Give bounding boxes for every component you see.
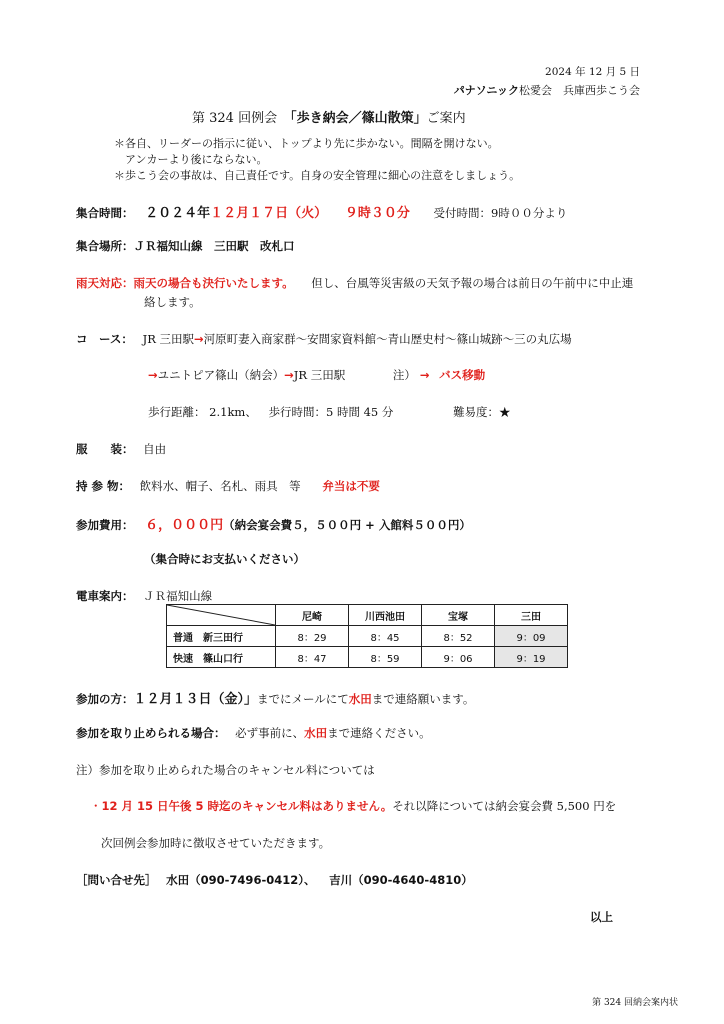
fee-row <box>76 514 471 533</box>
belongings-row <box>76 478 380 494</box>
fee-label: 参加費用： <box>76 518 134 532</box>
cancel-row <box>76 725 431 741</box>
contact-person-2: 吉川（090-4640-4810） <box>329 873 473 887</box>
closing: 以上 <box>590 910 613 924</box>
arrow-icon: → <box>194 332 204 346</box>
apply-contact-name: 水田 <box>348 692 372 706</box>
rain-row <box>76 275 633 291</box>
train-name: 快速 篠山口行 <box>167 647 276 668</box>
apply-text-b: まで連絡願います。 <box>371 692 475 706</box>
cancel-contact-name: 水田 <box>304 726 328 740</box>
bullet: ・ <box>90 799 102 813</box>
apply-label: 参加の方： <box>76 692 134 706</box>
rain-label: 雨天対応： <box>76 276 134 290</box>
apply-row <box>76 688 474 707</box>
train-line: ＪＲ福知山線 <box>143 589 213 603</box>
cancel-fee-line-2: 次回例会参加時に徴収させていただきます。 <box>101 836 331 850</box>
clothing-label: 服 装： <box>76 442 134 456</box>
rain-text-1: 但し、台風等災害級の天気予報の場合は前日の午前中に中止連 <box>311 276 634 290</box>
station-header: 三田 <box>495 605 568 626</box>
title-main: 「歩き納会／篠山散策」 <box>290 111 427 126</box>
apply-deadline: １２月１３日（金）」 <box>133 692 258 707</box>
course-note-label: 注） <box>392 368 416 382</box>
train-label: 電車案内： <box>76 589 134 603</box>
page-title <box>192 107 466 126</box>
timetable-row <box>167 647 568 668</box>
arrow-icon: → <box>148 368 158 382</box>
meeting-date: １２月１７日（火） <box>210 206 328 221</box>
course-label: コ ース： <box>76 332 133 346</box>
meeting-place-row <box>76 238 295 254</box>
fee-detail: （納会宴会費５，５００円 + 入館料５００円） <box>223 518 471 532</box>
walking-duration: 歩行時間：5 時間 45 分 <box>268 405 394 419</box>
station-header: 尼崎 <box>276 605 349 626</box>
belongings-label: 持 参 物： <box>76 479 131 493</box>
time-cell: 9：06 <box>422 647 495 668</box>
organization-name <box>454 82 640 98</box>
station-header: 宝塚 <box>422 605 495 626</box>
note-line-2: アンカーより後にならない。 <box>125 153 268 166</box>
belongings-value: 飲料水、帽子、名札、雨具 等 <box>139 479 301 493</box>
arrow-icon: → <box>419 368 430 382</box>
rain-text-2: 絡します。 <box>144 295 201 309</box>
contact-row <box>76 872 473 888</box>
apply-text-a: までにメールにて <box>257 692 349 706</box>
station-header: 川西池田 <box>349 605 422 626</box>
timetable-row <box>167 626 568 647</box>
course-row-2 <box>148 367 485 383</box>
walking-distance: 歩行距離： 2.1km、 <box>148 405 257 419</box>
time-cell: 8：47 <box>276 647 349 668</box>
cancel-text-a: 必ず事前に、 <box>235 726 305 740</box>
course-start: JR 三田駅 <box>142 332 195 346</box>
note-line-1: ＊各自、リーダーの指示に従い、トップより先に歩かない。間隔を開けない。 <box>114 137 499 150</box>
rain-red-text: 雨天の場合も決行いたします。 <box>133 276 294 290</box>
timetable-corner-cell <box>167 605 276 626</box>
time-cell: 8：52 <box>422 626 495 647</box>
train-timetable <box>166 604 568 668</box>
course-row-1 <box>76 331 572 347</box>
cancel-text-b: まで連絡ください。 <box>327 726 431 740</box>
difficulty: 難易度：★ <box>453 405 511 419</box>
no-lunch-note: 弁当は不要 <box>322 479 380 493</box>
bus-transfer: バス移動 <box>439 368 486 382</box>
course-row-3 <box>148 404 511 420</box>
note-line-3: ＊歩こう会の事故は、自己責任です。自身の安全管理に細心の注意をしましょう。 <box>114 169 521 182</box>
meeting-place-value: ＪＲ福知山線 三田駅 改札口 <box>133 239 295 253</box>
meeting-time: ９時３０分 <box>344 206 410 221</box>
time-cell: 9：09 <box>495 626 568 647</box>
time-cell: 8：29 <box>276 626 349 647</box>
cancel-free-period: 12 月 15 日午後 5 時迄のキャンセル料はありません。 <box>101 799 393 813</box>
clothing-value: 自由 <box>143 442 167 456</box>
page-footer: 第 324 回納会案内状 <box>592 998 678 1008</box>
org-rest: 松愛会 兵庫西歩こう会 <box>519 84 640 97</box>
document-date: 2024 年 12 月 5 日 <box>545 66 640 78</box>
cancel-fee-text-1: それ以降については納会宴会費 5,500 円を <box>392 799 617 813</box>
diagonal-line <box>167 605 275 625</box>
meeting-time-label: 集合時間： <box>76 206 134 220</box>
reception-time: 受付時間：9時００分より <box>433 206 568 220</box>
time-cell: 9：19 <box>495 647 568 668</box>
meeting-year: ２０２４年 <box>145 206 211 221</box>
train-row <box>76 588 212 604</box>
cancel-label: 参加を取り止められる場合： <box>76 726 226 740</box>
fee-payment: （集合時にお支払いください） <box>144 552 305 566</box>
cancel-fee-note: 注）参加を取り止められた場合のキャンセル料については <box>76 763 375 777</box>
title-prefix: 第 324 回例会 <box>192 111 291 126</box>
title-suffix: ご案内 <box>426 111 466 126</box>
meeting-place-label: 集合場所： <box>76 239 134 253</box>
clothing-row <box>76 441 166 457</box>
arrow-icon: → <box>284 368 294 382</box>
train-name: 普通 新三田行 <box>167 626 276 647</box>
fee-amount: ６，０００円 <box>145 518 224 533</box>
org-brand: パナソニック <box>453 84 519 97</box>
course-end: JR 三田駅 <box>293 368 346 382</box>
time-cell: 8：45 <box>349 626 422 647</box>
cancel-fee-line-1 <box>90 798 616 814</box>
time-cell: 8：59 <box>349 647 422 668</box>
meeting-time-row <box>76 202 567 221</box>
course-unitopia: ユニトピア篠山（納会） <box>157 368 285 382</box>
timetable-header-row <box>167 605 568 626</box>
course-route: 河原町妻入商家群～安間家資料館～青山歴史村～篠山城跡～三の丸広場 <box>203 332 572 346</box>
contact-person-1: 水田（090-7496-0412）、 <box>166 873 316 887</box>
contact-label: ［問い合せ先］ <box>76 873 157 887</box>
